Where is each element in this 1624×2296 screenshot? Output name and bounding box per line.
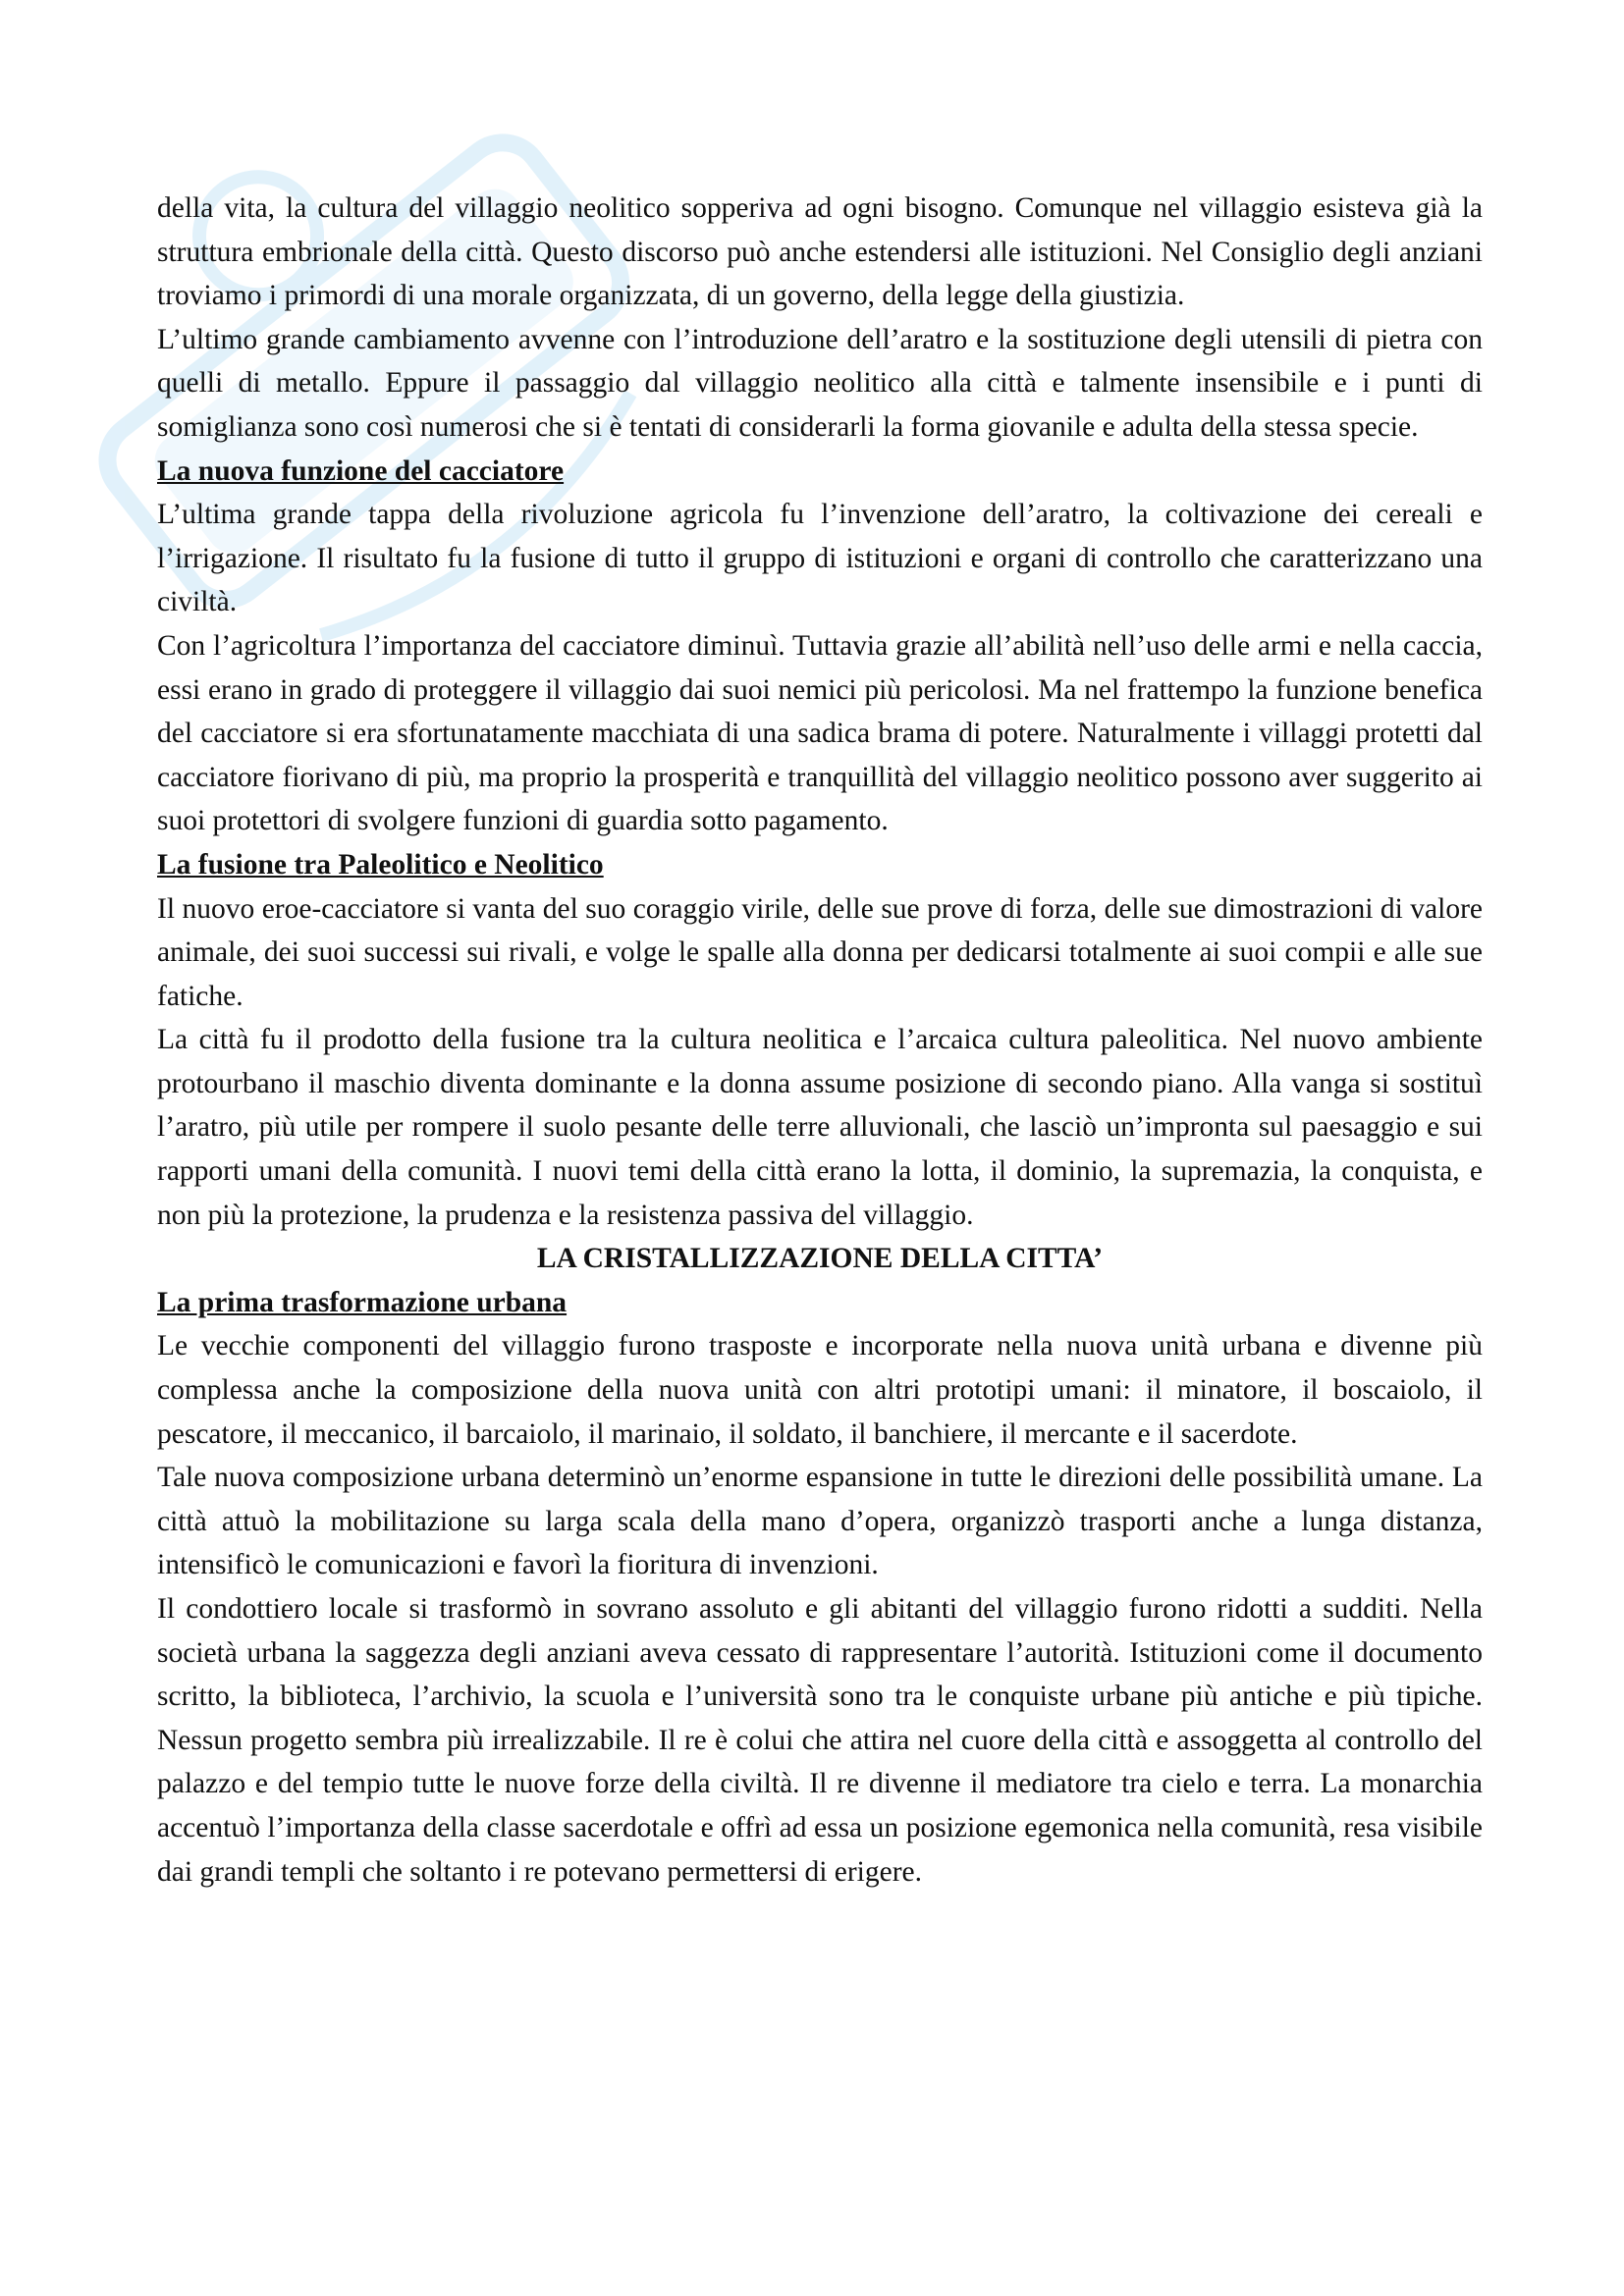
paragraph-aratro: L’ultimo grande cambiamento avvenne con l’introduzione dell’aratro e la sostituzione degli utensili di pietra con quelli di metallo. Eppure il passaggio dal villaggio neolitico alla città e talmente insensibile e i punti di somiglianza sono così numerosi che si è tentati di considerarli la forma giovanile e adulta della stessa specie. [157, 323, 1483, 443]
heading-nuova-funzione-cacciatore: La nuova funzione del cacciatore [157, 454, 565, 487]
paragraph-villaggio-citta: della vita, la cultura del villaggio neolitico sopperiva ad ogni bisogno. Comunque nel villaggio esisteva già la struttura embrionale della città. Questo discorso può anche estendersi alle istituzioni. Nel Consiglio degli anziani troviamo i primordi di una morale organizzata, di un governo, della legge della giustizia. [157, 192, 1483, 312]
paragraph-componenti-villaggio: Le vecchie componenti del villaggio furono trasposte e incorporate nella nuova unità urbana e divenne più complessa anche la composizione della nuova unità con altri prototipi umani: il minatore, il boscaiolo, il pescatore, il meccanico, il barcaiolo, il marinaio, il soldato, il banchiere, il mercante e il sacerdote. [157, 1330, 1483, 1450]
chapter-title-cristallizzazione: LA CRISTALLIZZAZIONE DELLA CITTA’ [536, 1243, 1104, 1275]
heading-prima-trasformazione-urbana: La prima trasformazione urbana [157, 1286, 568, 1318]
paragraph-rivoluzione-agricola: L’ultima grande tappa della rivoluzione agricola fu l’invenzione dell’aratro, la coltivazione dei cereali e l’irrigazione. Il risultato fu la fusione di tutto il gruppo di istituzioni e organi di controllo che caratterizzano una civiltà. [157, 499, 1483, 618]
document-page [157, 187, 1483, 1894]
paragraph-citta-prodotto-fusione: La città fu il prodotto della fusione tra la cultura neolitica e l’arcaica cultura paleolitica. Nel nuovo ambiente protourbano il maschio diventa dominante e la donna assume posizione di secondo piano. Alla vanga si sostituì l’aratro, più utile per rompere il suolo pesante delle terre alluvionali, che lasciò un’impronta sul paesaggio e sui rapporti umani della comunità. I nuovi temi della città erano la lotta, il dominio, la supremazia, la conquista, e non più la protezione, la prudenza e la resistenza passiva del villaggio. [157, 1024, 1483, 1231]
paragraph-condottiero-sovrano: Il condottiero locale si trasformò in sovrano assoluto e gli abitanti del villaggio furono ridotti a sudditi. Nella società urbana la saggezza degli anziani aveva cessato di rappresentare l’autorità. Istituzioni come il documento scritto, la biblioteca, l’archivio, la scuola e l’università sono tra le conquiste urbane più antiche e più tipiche. Nessun progetto sembra più irrealizzabile. Il re è colui che attira nel cuore della città e assoggetta al controllo del palazzo e del tempio tutte le nuove forze della civiltà. Il re divenne il mediatore tra cielo e terra. La monarchia accentuò l’importanza della classe sacerdotale e offrì ad essa un posizione egemonica nella comunità, resa visibile dai grandi templi che soltanto i re potevano permettersi di erigere. [157, 1593, 1483, 1888]
paragraph-eroe-cacciatore: Il nuovo eroe-cacciatore si vanta del suo coraggio virile, delle sue prove di forza, delle sue dimostrazioni di valore animale, dei suoi successi sui rivali, e volge le spalle alla donna per dedicarsi totalmente ai suoi compii e alle sue fatiche. [157, 892, 1483, 1012]
heading-fusione-paleolitico-neolitico: La fusione tra Paleolitico e Neolitico [157, 848, 604, 881]
paragraph-cacciatore: Con l’agricoltura l’importanza del cacciatore diminuì. Tuttavia grazie all’abilità nell’uso delle armi e nella caccia, essi erano in grado di proteggere il villaggio dai suoi nemici più pericolosi. Ma nel frattempo la funzione benefica del cacciatore si era sfortunatamente macchiata di una sadica brama di potere. Naturalmente i villaggi protetti dal cacciatore fiorivano di più, ma proprio la prosperità e tranquillità del villaggio neolitico possono aver suggerito ai suoi protettori di svolgere funzioni di guardia sotto pagamento. [157, 629, 1483, 837]
paragraph-composizione-urbana: Tale nuova composizione urbana determinò un’enorme espansione in tutte le direzioni delle possibilità umane. La città attuò la mobilitazione su larga scala della mano d’opera, organizzò trasporti anche a lunga distanza, intensificò le comunicazioni e favorì la fioritura di invenzioni. [157, 1462, 1483, 1581]
